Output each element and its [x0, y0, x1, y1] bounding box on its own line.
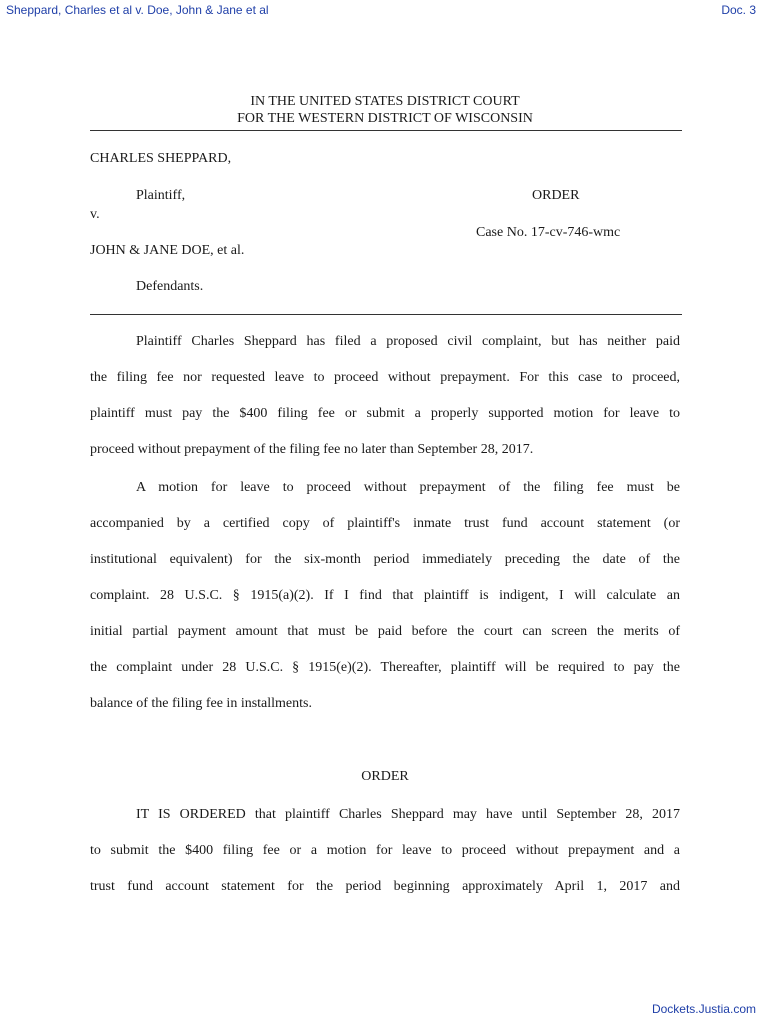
- body-paragraph-2: [90, 470, 680, 722]
- paragraph-line: initial partial payment amount that must be paid before the court can screen the merits of: [90, 624, 680, 639]
- court-heading-line-1: IN THE UNITED STATES DISTRICT COURT: [250, 94, 520, 109]
- defendant-role: Defendants.: [136, 279, 204, 294]
- paragraph-line: institutional equivalent) for the six-month period immediately preceding the date of the: [90, 552, 680, 567]
- defendant-name: JOHN & JANE DOE, et al.: [90, 243, 245, 258]
- caption-top-rule: [90, 130, 682, 131]
- order-heading: ORDER: [361, 769, 409, 784]
- body-paragraph-3: [90, 797, 680, 905]
- plaintiff-name: CHARLES SHEPPARD,: [90, 151, 232, 166]
- paragraph-line: proceed without prepayment of the filing fee no later than September 28, 2017.: [90, 442, 534, 457]
- court-heading: [90, 93, 680, 127]
- caption-bottom-rule: [90, 314, 682, 315]
- paragraph-line: to submit the $400 filing fee or a motion for leave to proceed without prepayment and a: [90, 843, 680, 858]
- paragraph-line: balance of the filing fee in installments.: [90, 696, 312, 711]
- plaintiff-role: Plaintiff,: [136, 188, 186, 203]
- doc-number-link[interactable]: Doc. 3: [721, 3, 756, 17]
- document-type: ORDER: [532, 188, 580, 203]
- paragraph-line: trust fund account statement for the period beginning approximately April 1, 2017 and: [90, 879, 680, 894]
- paragraph-line: plaintiff must pay the $400 filing fee or submit a properly supported motion for leave to: [90, 406, 680, 421]
- paragraph-line: the complaint under 28 U.S.C. § 1915(e)(2). Thereafter, plaintiff will be required to pay the: [90, 660, 680, 675]
- justia-dockets-link[interactable]: Dockets.Justia.com: [651, 1002, 756, 1016]
- body-paragraph-1: [90, 324, 680, 468]
- case-title-link[interactable]: Sheppard, Charles et al v. Doe, John & Jane et al: [6, 3, 269, 17]
- paragraph-line: Plaintiff Charles Sheppard has filed a proposed civil complaint, but has neither paid: [136, 334, 680, 349]
- versus-label: v.: [90, 207, 100, 222]
- paragraph-line: complaint. 28 U.S.C. § 1915(a)(2). If I find that plaintiff is indigent, I will calculate an: [90, 588, 680, 603]
- paragraph-line: accompanied by a certified copy of plaintiff's inmate trust fund account statement (or: [90, 516, 680, 531]
- paragraph-line: A motion for leave to proceed without prepayment of the filing fee must be: [136, 480, 680, 495]
- court-heading-line-2: FOR THE WESTERN DISTRICT OF WISCONSIN: [237, 111, 533, 126]
- case-number: Case No. 17-cv-746-wmc: [476, 225, 621, 240]
- paragraph-line: IT IS ORDERED that plaintiff Charles Sheppard may have until September 28, 2017: [136, 807, 680, 822]
- paragraph-line: the filing fee nor requested leave to proceed without prepayment. For this case to proceed,: [90, 370, 680, 385]
